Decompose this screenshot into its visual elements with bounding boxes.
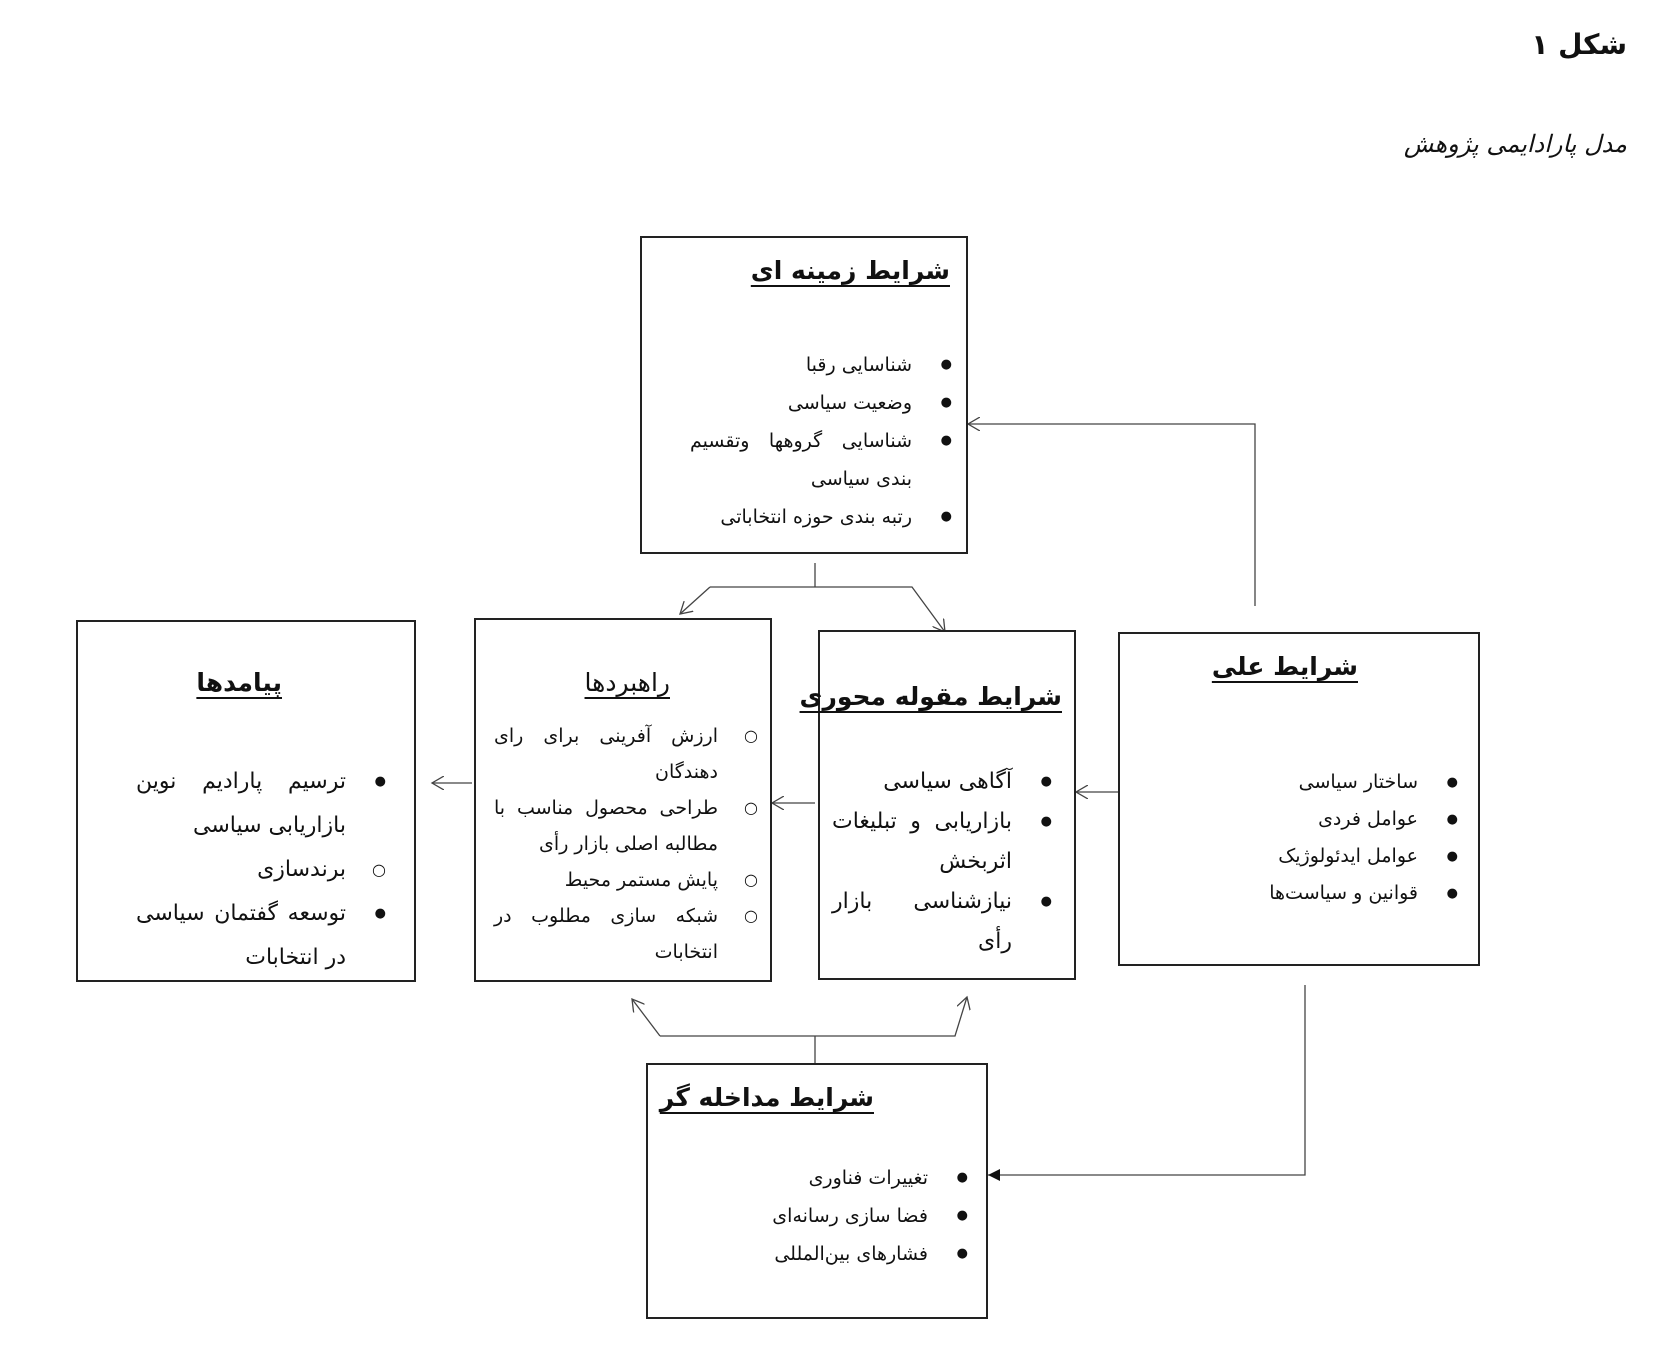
list-item: ● فضا سازی رسانه‌ای (738, 1197, 968, 1235)
arrow-causal-to-intervening (988, 985, 1305, 1175)
list-item: ● تغییرات فناوری (738, 1159, 968, 1197)
figure-caption: مدل پارادایمی پژوهش (1403, 130, 1627, 158)
list-item: ○ طراحی محصول مناسب با مطالبه اصلی بازار رأی (494, 790, 758, 862)
intervening-conditions-list (738, 1159, 968, 1273)
causal-conditions-title: شرایط علی (1211, 652, 1358, 681)
causal-conditions-list (1228, 764, 1458, 912)
list-item: ● عوامل ایدئولوژیک (1228, 838, 1458, 875)
list-item: ● شناسایی رقبا (690, 346, 952, 384)
strategies-list (494, 718, 758, 970)
contextual-conditions-title: شرایط زمینه ای (750, 256, 950, 285)
list-item: ● ترسیم پارادیم نوین بازاریابی سیاسی (136, 760, 386, 848)
list-item: ○ برندسازی (136, 848, 386, 892)
contextual-conditions-box (640, 236, 968, 554)
list-item: ● بازاریابی و تبلیغات اثربخش (832, 802, 1052, 882)
list-item: ● قوانین و سیاست‌ها (1228, 875, 1458, 912)
list-item: ● آگاهی سیاسی (832, 762, 1052, 802)
list-item: ○ شبکه سازی مطلوب در انتخابات (494, 898, 758, 970)
arrow-intervening-to-core (660, 997, 967, 1036)
core-category-list (832, 762, 1052, 962)
list-item: ○ پایش مستمر محیط (494, 862, 758, 898)
outcomes-box (76, 620, 416, 982)
arrow-causal-to-contextual (968, 424, 1255, 606)
list-item: ● رتبه بندی حوزه انتخاباتی (690, 498, 952, 536)
list-item: ● وضعیت سیاسی (690, 384, 952, 422)
arrow-contextual-to-strategies (680, 587, 710, 614)
list-item: ● شناسایی گروهها وتقسیم بندی سیاسی (690, 422, 952, 498)
core-category-title: شرایط مقوله محوری (799, 682, 1062, 711)
intervening-conditions-title: شرایط مداخله گر (659, 1083, 874, 1112)
outcomes-list (136, 760, 386, 980)
list-item: ● ساختار سیاسی (1228, 764, 1458, 801)
list-item: ● توسعه گفتمان سیاسی در انتخابات (136, 892, 386, 980)
figure-title: شکل ۱ (1531, 28, 1627, 61)
strategies-title: راهبردها (584, 668, 670, 697)
contextual-conditions-list (690, 346, 952, 536)
list-item: ● عوامل فردی (1228, 801, 1458, 838)
list-item: ● نیازشناسی بازار رأی (832, 882, 1052, 962)
causal-conditions-box (1118, 632, 1480, 966)
list-item: ● فشارهای بین‌المللی (738, 1235, 968, 1273)
intervening-conditions-box (646, 1063, 988, 1319)
strategies-box (474, 618, 772, 982)
list-item: ○ ارزش آفرینی برای رای دهندگان (494, 718, 758, 790)
arrow-intervening-to-strategies (632, 999, 660, 1036)
core-category-box (799, 630, 1076, 980)
outcomes-title: پیامدها (196, 668, 282, 697)
